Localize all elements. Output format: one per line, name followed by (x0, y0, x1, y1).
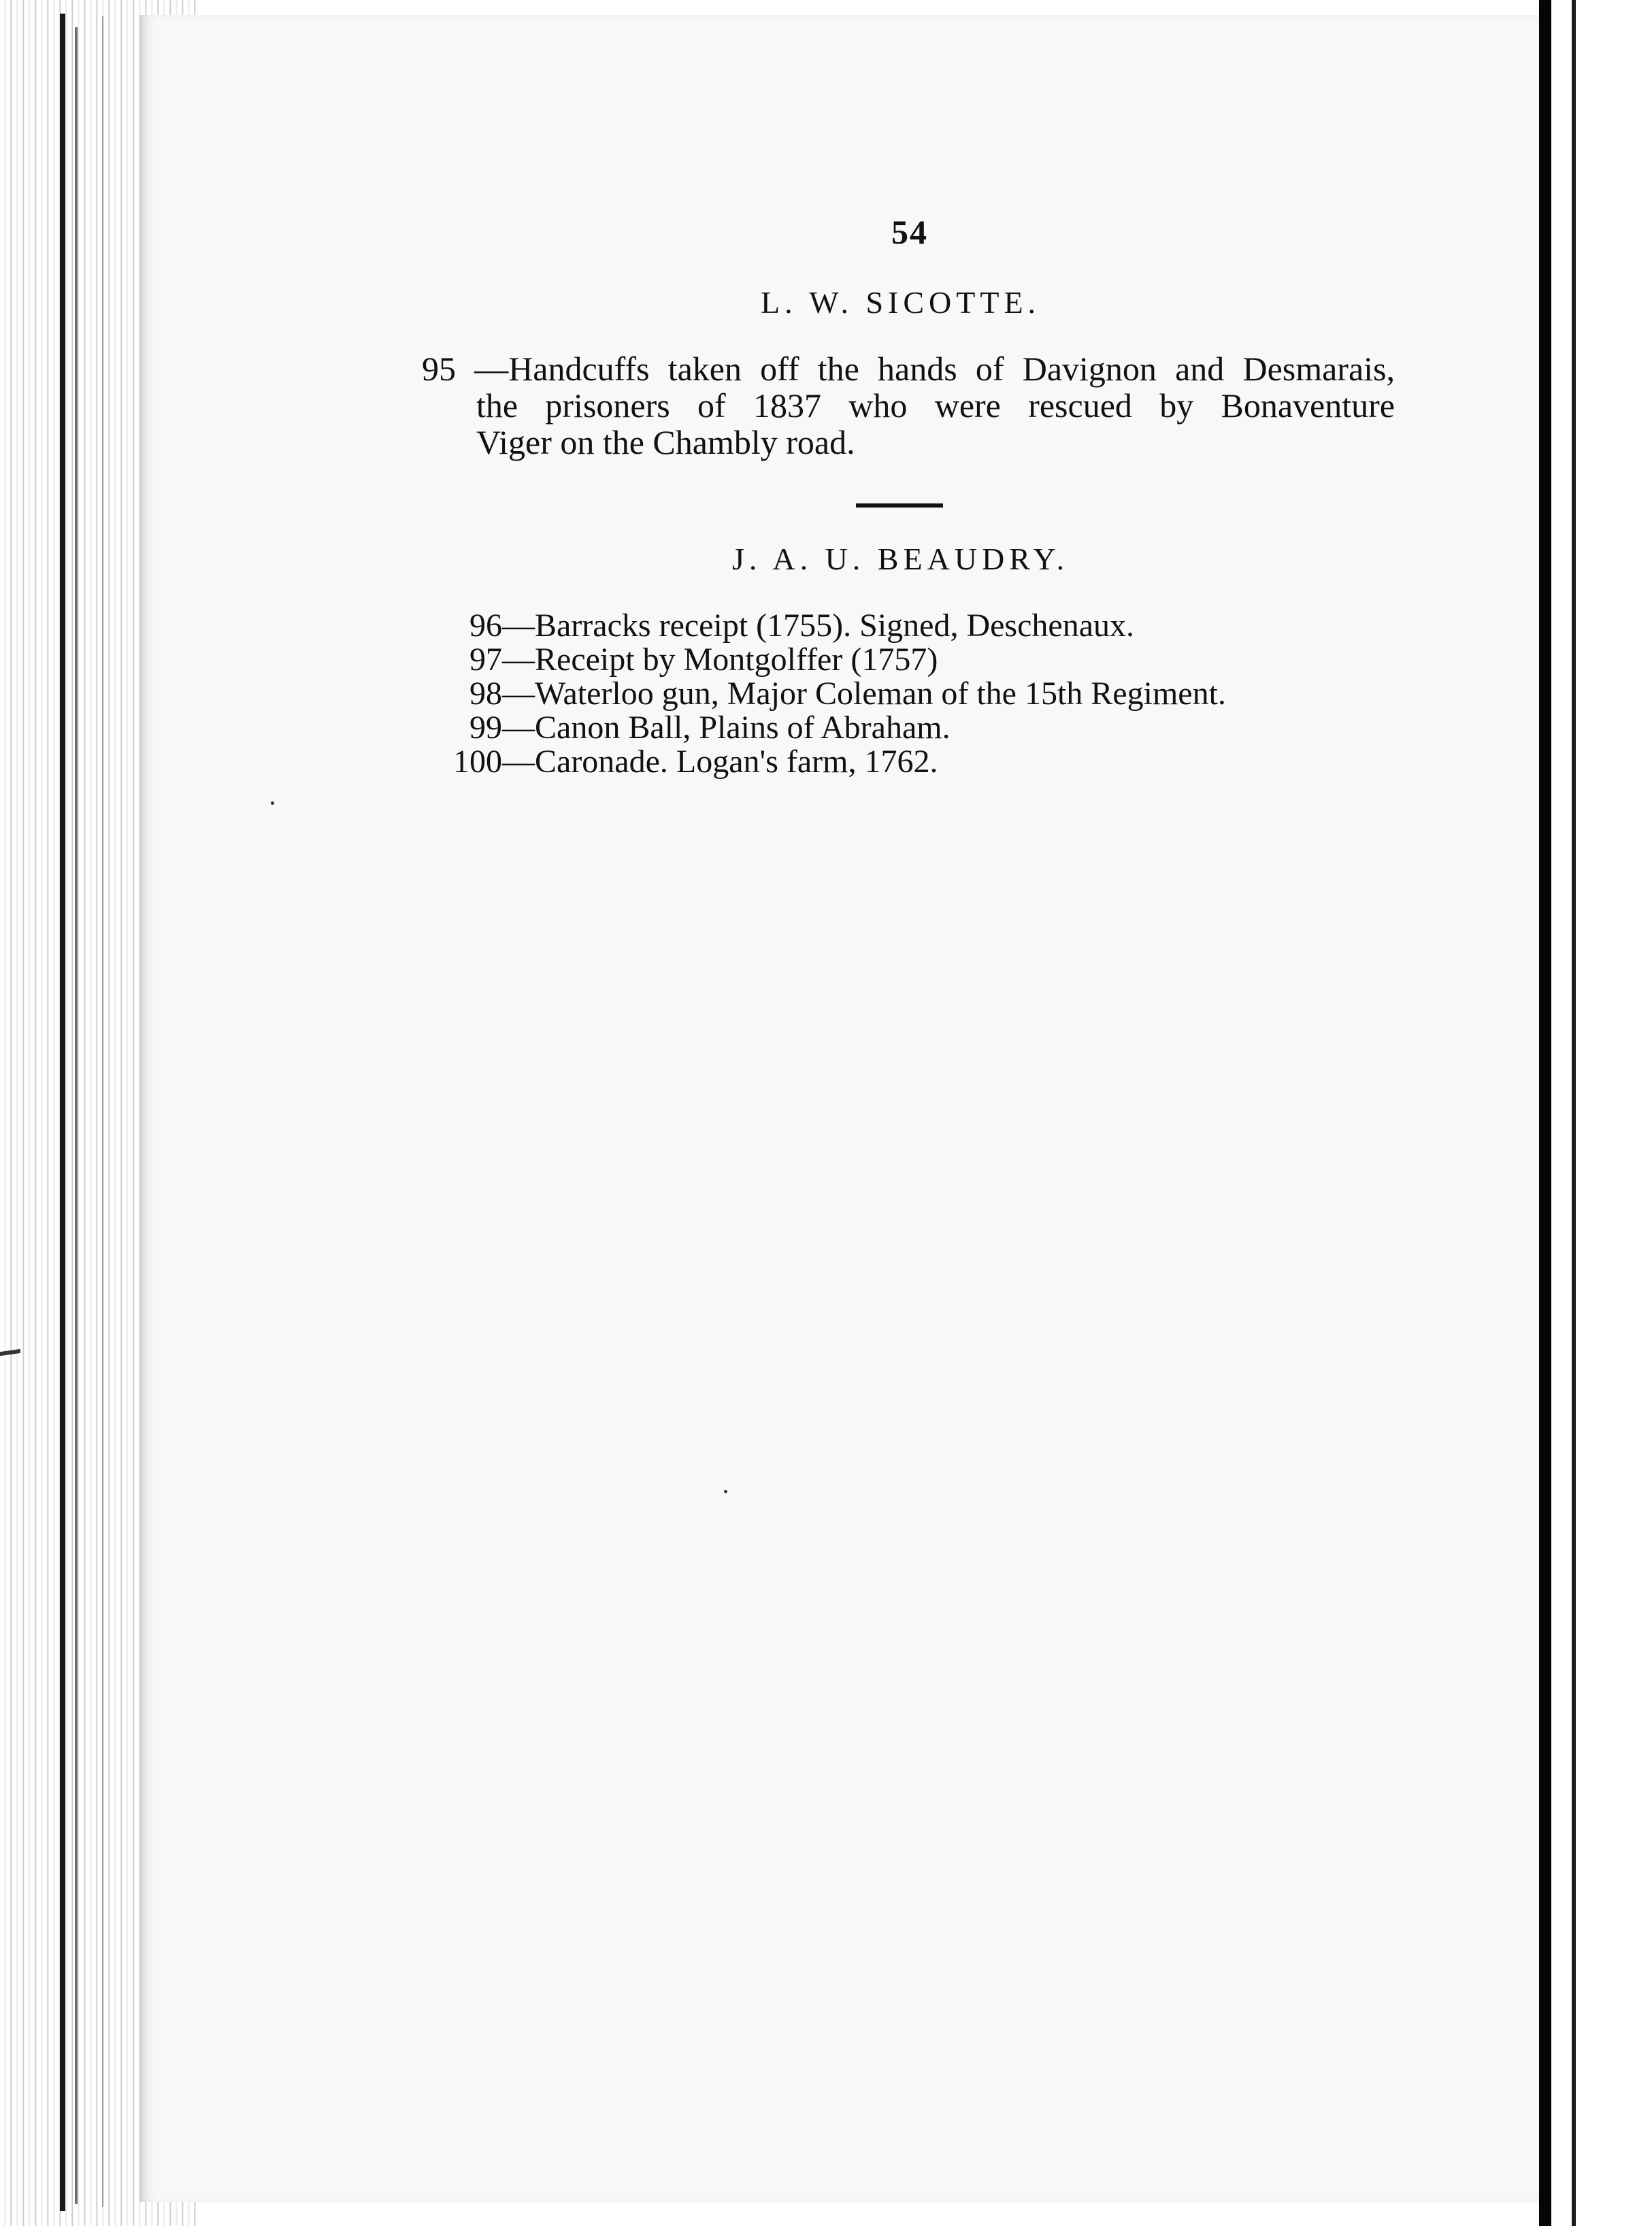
facing-page (1576, 0, 1652, 2226)
item-number: 98 (469, 676, 502, 712)
page-edge-shadow (60, 14, 65, 2211)
item-text: —Receipt by Montgolffer (1757) (502, 642, 938, 678)
entry-number: 95 (422, 350, 456, 388)
ink-speck (271, 801, 274, 805)
list-item (408, 677, 1226, 711)
item-text: —Waterloo gun, Major Coleman of the 15th Regiment. (502, 676, 1226, 712)
item-text: —Canon Ball, Plains of Abraham. (502, 710, 951, 746)
page-number: 54 (891, 213, 928, 251)
section-divider (856, 503, 943, 508)
page-surface (139, 15, 1546, 2202)
item-text: —Barracks receipt (1755). Signed, Deschenaux. (502, 608, 1135, 644)
section-heading-beaudry: J. A. U. BEAUDRY. (732, 542, 1070, 576)
entry-line: Viger on the Chambly road. (476, 423, 855, 461)
item-text: —Caronade. Logan's farm, 1762. (502, 744, 938, 780)
entry-text: —Handcuffs taken off the hands of Davignon and Desmarais, (474, 350, 1395, 388)
section-heading-sicotte: L. W. SICOTTE. (761, 285, 1041, 320)
binding-gutter (1539, 0, 1551, 2226)
item-list (408, 609, 1226, 779)
item-number: 96 (469, 608, 502, 644)
list-item (408, 745, 1226, 779)
item-number: 100 (453, 744, 502, 780)
page-edge-line (102, 16, 103, 2207)
list-item (408, 609, 1226, 643)
list-item (408, 643, 1226, 677)
item-number: 97 (469, 642, 502, 678)
entry-95 (422, 350, 1395, 461)
ink-speck (724, 1490, 727, 1493)
gutter-gap (1551, 0, 1572, 2226)
item-number: 99 (469, 710, 502, 746)
entry-line: the prisoners of 1837 who were rescued by Bonaventure (476, 386, 1395, 425)
page-edge-shadow (75, 27, 78, 2204)
list-item (408, 711, 1226, 745)
entry-line (422, 350, 1395, 387)
